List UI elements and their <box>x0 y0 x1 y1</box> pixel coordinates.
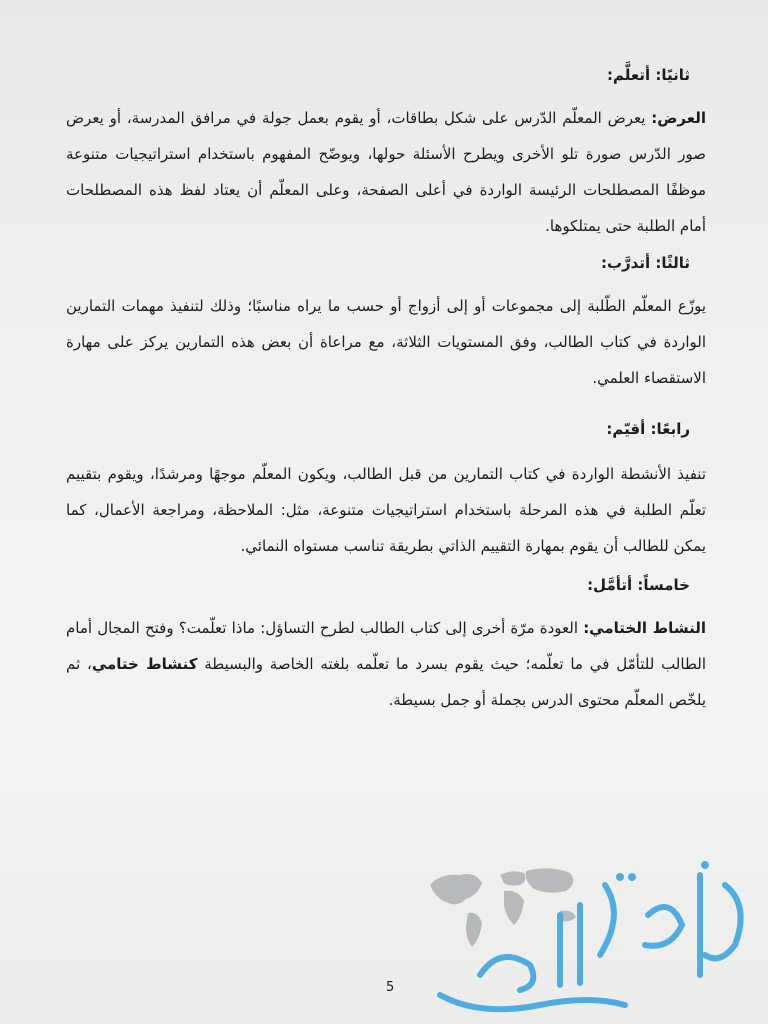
paragraph-practice: يوزّع المعلّم الطّلبة إلى مجموعات أو إلى أزواج أو حسب ما يراه مناسبًا؛ وذلك لتنفيذ مهمات التمارين الواردة في كتاب الطالب، وفق المستويات الثلاثة، مع مراعاة أن بعض هذه التمارين يركز على مهارة الاستقصاء العلمي. <box>66 297 706 387</box>
term-closing-activity: النشاط الختامي: <box>583 619 706 637</box>
world-map-icon <box>430 868 576 947</box>
section-heading-learn: ثانيًا: أتعلَّم: <box>607 66 690 84</box>
page-number: 5 <box>386 980 395 995</box>
term-presentation: العرض: <box>651 109 706 127</box>
section-heading-reflect: خامساً: أتأمَّل: <box>587 576 690 594</box>
section-heading-practice: ثالثًا: أتدرَّب: <box>600 254 690 272</box>
term-closing-activity-inline: كنشاط ختامي <box>91 655 198 673</box>
section-heading-evaluate: رابعًا: أقيّم: <box>606 420 690 438</box>
paragraph-presentation-text: يعرض المعلّم الدّرس على شكل بطاقات، أو يقوم بعمل جولة في مرافق المدرسة، أو يعرض صور الدّرس صورة تلو الأخرى ويطرح الأسئلة حولها، ويوضّح المفهوم باستخدام استراتيجيات متنوعة موظفًا المصطلحات الرئيسة الواردة في أعلى الصفحة، وعلى المعلّم أن يعتاد لفظ هذه المصطلحات أمام الطلبة حتى يمتلكوها. <box>66 109 706 235</box>
paragraph-evaluate: تنفيذ الأنشطة الواردة في كتاب التمارين من قبل الطالب، ويكون المعلّم موجهًا ومرشدًا، ويقوم بتقييم تعلّم الطلبة في هذه المرحلة باستخدام استراتيجيات متنوعة، مثل: الملاحظة، ومراجعة الأعمال، كما يمكن للطالب أن يقوم بمهارة التقييم الذاتي بطريقة تناسب مستواه النمائي. <box>66 465 706 555</box>
closing-text-part-2: ، ثم يلخّص المعلّم محتوى الدرس بجملة أو جمل بسيطة. <box>66 655 706 709</box>
site-watermark-logo <box>420 855 765 1020</box>
paragraph-presentation <box>66 100 706 244</box>
paragraph-closing-activity <box>66 610 706 718</box>
closing-text-part-1: العودة مرّة أخرى إلى كتاب الطالب لطرح التساؤل: ماذا تعلّمت؟ وفتح المجال أمام الطالب للتأمّل في ما تعلّمه؛ حيث يقوم بسرد ما تعلّمه بلغته الخاصة والبسيطة <box>66 619 706 673</box>
